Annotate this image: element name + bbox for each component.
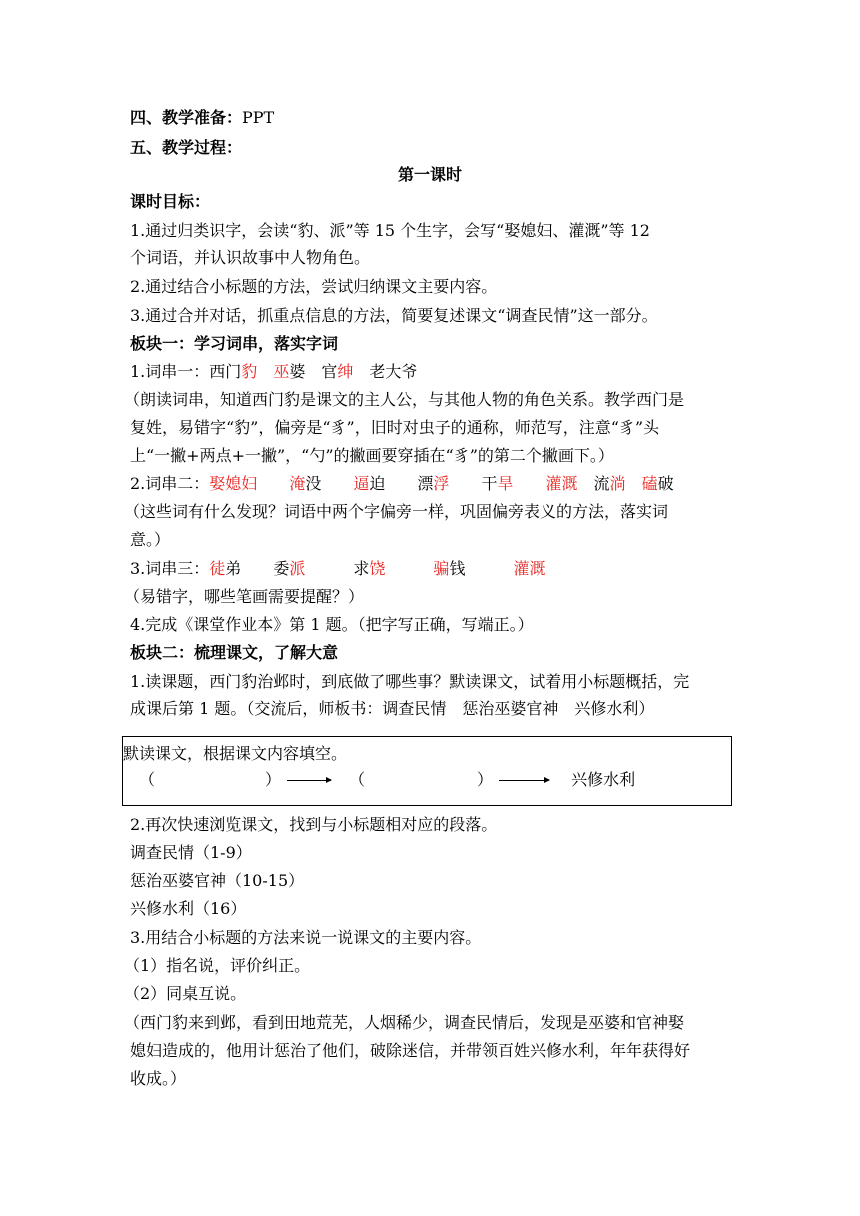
question-3-step-2: （2）同桌互说。: [124, 984, 247, 1003]
note-1-line-1: （朗读词串，知道西门豹是课文的主人公，与其他人物的角色关系。教学西门是: [124, 390, 685, 409]
ws1-red-2: 巫: [273, 362, 290, 381]
ws2-w7b: 淌: [609, 474, 626, 493]
ws3-w4a: 骗: [433, 559, 450, 578]
goal-2: 2.通过结合小标题的方法，尝试归纳课文主要内容。: [130, 277, 498, 296]
goal-1-line-1: 1.通过归类识字，会读“豹、派”等 15 个生字，会写“娶媳妇、灌溉”等 12: [130, 221, 650, 240]
question-3-step-1: （1）指名说，评价纠正。: [124, 956, 311, 975]
ws3-prefix: 3.词串三：: [130, 559, 210, 578]
box-flow: [139, 767, 635, 790]
paragraph-map-2: 惩治巫婆官神（10-15）: [130, 871, 305, 890]
ws2-w6: 灌溉: [545, 474, 578, 493]
word-string-1: [130, 361, 417, 383]
note-3: （易错字，哪些笔画需要提醒？）: [124, 587, 365, 606]
ws2-w4a: 漂: [417, 474, 434, 493]
ws3-w4b: 钱: [449, 559, 466, 578]
process-heading: 五、教学过程：: [130, 138, 243, 157]
summary-line-3: 收成。）: [130, 1069, 187, 1088]
blank-1-open: （: [139, 770, 156, 789]
question-1-line-2: 成课后第 1 题。（交流后，师板书：调查民情 惩治巫婆官神 兴修水利）: [130, 699, 655, 718]
ws2-w8b: 破: [657, 474, 674, 493]
note-1-line-3: 上“一撇+两点+一撇”，“勺”的撇画要穿插在“豸”的第二个撇画下。）: [130, 446, 614, 465]
ws3-w2a: 委: [273, 559, 290, 578]
arrow-1-icon: [287, 780, 331, 781]
prep-value: PPT: [242, 108, 275, 127]
box-final-label: 兴修水利: [571, 770, 636, 789]
paragraph-map-3: 兴修水利（16）: [130, 899, 247, 918]
arrow-2-icon: [499, 780, 549, 781]
block2-heading: 板块二：梳理课文，了解大意: [130, 643, 339, 662]
ws2-w5a: 干: [481, 474, 498, 493]
fill-in-box: [122, 736, 732, 806]
ws2-w1: 娶媳妇: [209, 474, 258, 493]
ws1-mid: 婆 官: [289, 362, 338, 381]
blank-1-close: ）: [265, 770, 282, 789]
question-1-line-1: 1.读课题，西门豹治邺时，到底做了哪些事？默读课文，试着用小标题概括，完: [130, 672, 690, 691]
lesson-title: 第一课时: [397, 165, 462, 184]
ws2-w2b: 没: [305, 474, 322, 493]
summary-line-2: 媳妇造成的，他用计惩治了他们，破除迷信，并带领百姓兴修水利，年年获得好: [130, 1041, 691, 1060]
ws2-w2a: 淹: [289, 474, 306, 493]
goals-heading: 课时目标：: [130, 192, 211, 211]
box-instruction: 默读课文，根据课文内容填空。: [123, 744, 348, 763]
blank-2-open: （: [349, 770, 366, 789]
ws2-w3a: 逼: [353, 474, 370, 493]
ws2-w4b: 浮: [433, 474, 450, 493]
ws2-w8a: 磕: [641, 474, 658, 493]
ws2-prefix: 2.词串二：: [130, 474, 210, 493]
ws3-w5: 灌溉: [513, 559, 546, 578]
question-2: 2.再次快速浏览课文，找到与小标题相对应的段落。: [130, 815, 498, 834]
ws2-w7a: 流: [593, 474, 610, 493]
prep-label: 四、教学准备：: [130, 108, 243, 127]
ws1-prefix: 1.词串一：西门: [130, 362, 242, 381]
note-1-line-2: 复姓，易错字“豹”，偏旁是“豸”，旧时对虫子的通称，师范写，注意“豸”头: [130, 418, 660, 437]
block1-heading: 板块一：学习词串，落实字词: [130, 334, 339, 353]
summary-line-1: （西门豹来到邺，看到田地荒芜，人烟稀少，调查民情后，发现是巫婆和官神娶: [124, 1013, 685, 1032]
note-2-line-2: 意。）: [130, 530, 171, 549]
paragraph-map-1: 调查民情（1-9）: [130, 843, 252, 862]
ws2-w5b: 旱: [497, 474, 514, 493]
question-3: 3.用结合小标题的方法来说一说课文的主要内容。: [130, 928, 482, 947]
ws2-w3b: 迫: [369, 474, 386, 493]
goal-3: 3.通过合并对话，抓重点信息的方法，简要复述课文“调查民情”这一部分。: [130, 306, 658, 325]
ws1-red-3: 绅: [337, 362, 354, 381]
word-string-2: [130, 473, 674, 495]
ws3-w3b: 饶: [369, 559, 386, 578]
ws3-w2b: 派: [289, 559, 306, 578]
ws1-red-1: 豹: [241, 362, 258, 381]
goal-1-line-2: 个词语，并认识故事中人物角色。: [130, 248, 371, 267]
ws3-w1b: 弟: [225, 559, 242, 578]
blank-2-close: ）: [477, 770, 494, 789]
ws3-w3a: 求: [353, 559, 370, 578]
ws1-tail: 老大爷: [369, 362, 418, 381]
task-4: 4.完成《课堂作业本》第 1 题。（把字写正确，写端正。）: [130, 615, 534, 634]
prep-line: [130, 107, 274, 129]
ws3-w1a: 徒: [209, 559, 226, 578]
word-string-3: [130, 558, 545, 580]
note-2-line-1: （这些词有什么发现？词语中两个字偏旁一样，巩固偏旁表义的方法，落实词: [124, 502, 669, 521]
